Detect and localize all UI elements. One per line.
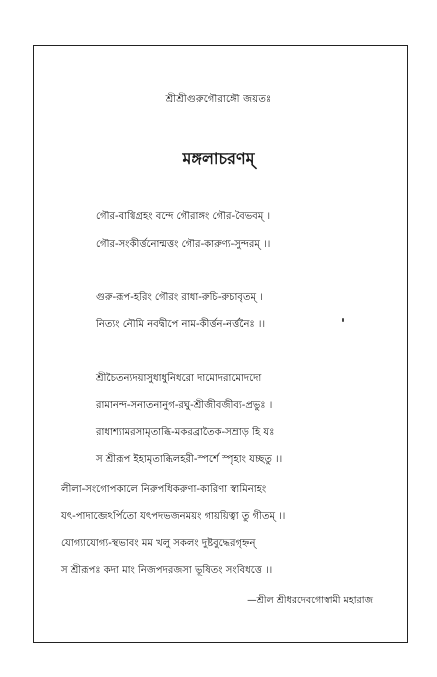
- verse-line: রামানন্দ-সনাতনানুগ-রঘু-শ্রীজীবজীব্য-প্রভুঃ ।: [96, 400, 273, 411]
- page-title: মঙ্গলাচরণম্: [182, 149, 255, 168]
- verse-line: রাধাশ্যামরসামৃতাব্ধি-মকরব্রাতৈক-সম্রাড় হি যঃ: [96, 427, 275, 438]
- verse-line: গৌর-সংকীর্ত্তনোন্মত্তং গৌর-কারুণ্য-সুন্দরম্ ।।: [96, 239, 271, 250]
- verse-line: গৌর-বাগ্বিগ্রহং বন্দে গৌরাঙ্গং গৌর-বৈভবম্ ।: [96, 211, 271, 222]
- verse-line: যোগ্যাযোগ্য-স্থভাবং মম খলু সকলং দুষ্টবুদ্ধেরগৃহ্নন্: [61, 538, 256, 549]
- author-signature: —শ্রীল শ্রীধরদেবগোস্বামী মহারাজ: [247, 595, 373, 606]
- verse-line: লীলা-সংগোপকালে নিরুপধিকরুণা-কারিণা স্বামিনাহং: [61, 484, 267, 495]
- verse-line: স শ্রীরূপ ইহামৃতাব্ধিলহরী-স্পর্শে স্পৃহাং যচ্ছতু ।।: [96, 454, 283, 465]
- verse-line: শ্রীচৈতন্যদয়াসুধাধুনিধরো দামোদরামোদদো: [96, 373, 262, 384]
- verse-line: যৎ-পাদাব্জেঽর্পিতো যৎপদভজনময়ং গায়য়িত্বা তু গীতম্ ।।: [61, 511, 286, 522]
- verse-line: নিত্যং নৌমি নবদ্বীপে নাম-কীর্ত্তন-নর্ত্তনৈঃ ।।: [96, 319, 266, 330]
- salutation: শ্রীশ্রীগুরুগৌরাঙ্গৌ জয়তঃ: [165, 94, 272, 105]
- page-border: [33, 45, 408, 643]
- verse-line: গুরু-রূপ-হরিং গৌরং রাধা-রুচি-রুচাবৃতম্ ।: [96, 292, 263, 303]
- ink-speck: [342, 318, 344, 322]
- verse-line: স শ্রীরূপঃ কদা মাং নিজপদরজসা ভূষিতং সংবিধত্তে ।।: [61, 565, 273, 576]
